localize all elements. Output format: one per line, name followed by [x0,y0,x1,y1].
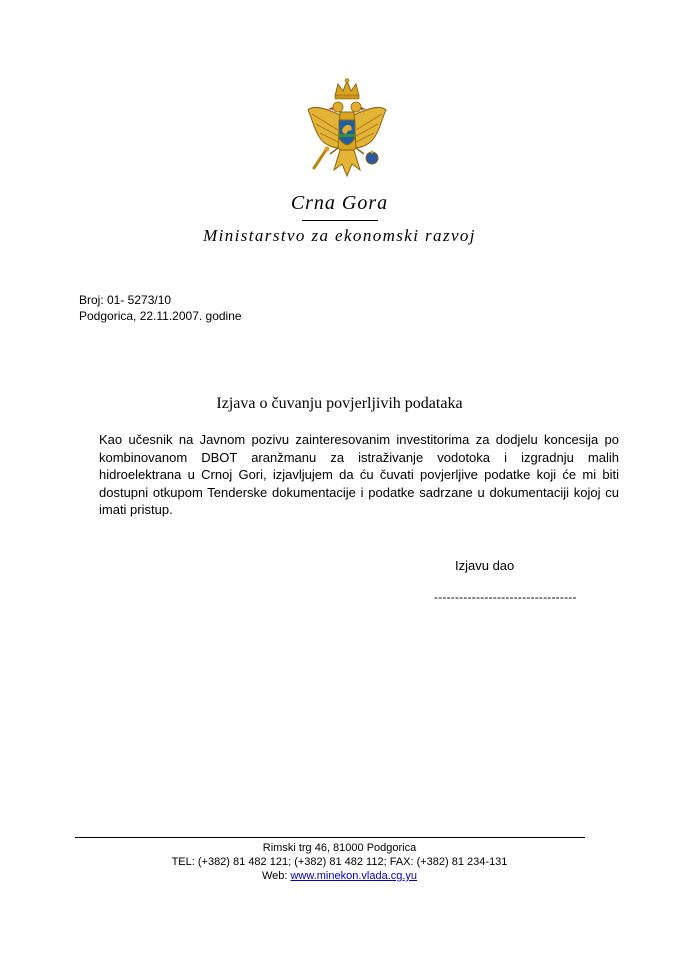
footer [0,841,679,883]
signer-label: Izjavu dao [455,558,515,573]
signature-line: ---------------------------------- [434,590,577,604]
place-date: Podgorica, 22.11.2007. godine [79,309,242,323]
footer-contacts: TEL: (+382) 81 482 121; (+382) 81 482 112; FAX: (+382) 81 234-131 [171,856,508,868]
reference-number: Broj: 01- 5273/10 [79,293,172,307]
web-label: Web: [261,870,291,882]
footer-address: Rimski trg 46, 81000 Podgorica [262,842,417,854]
reference-block [79,292,242,324]
header-divider [302,220,378,221]
document-title: Izjava o čuvanju povjerljivih podataka [216,395,463,412]
footer-web [0,869,679,883]
crown-icon [335,79,359,100]
country-name: Crna Gora [290,192,389,214]
statement-body: Kao učesnik na Javnom pozivu zainteresovanim investitorima za dodjelu koncesija po kombinovanom DBOT aranžmanu za istraživanje vodotoka i izgradnju malih hidroelektrana u Crnoj Gori, izjavljujem da ću čuvati povjerljive podatke koji će mi biti dostupni otkupom Tenderske dokumentacije i podatke sadrzane u dokumentaciji kojoj cu imati pristup. [99,432,619,517]
coat-of-arms-icon [302,78,392,183]
web-link[interactable]: www.minekon.vlada.cg.yu [290,870,418,882]
footer-divider [75,837,585,838]
ministry-name: Ministarstvo za ekonomski razvoj [203,226,476,245]
